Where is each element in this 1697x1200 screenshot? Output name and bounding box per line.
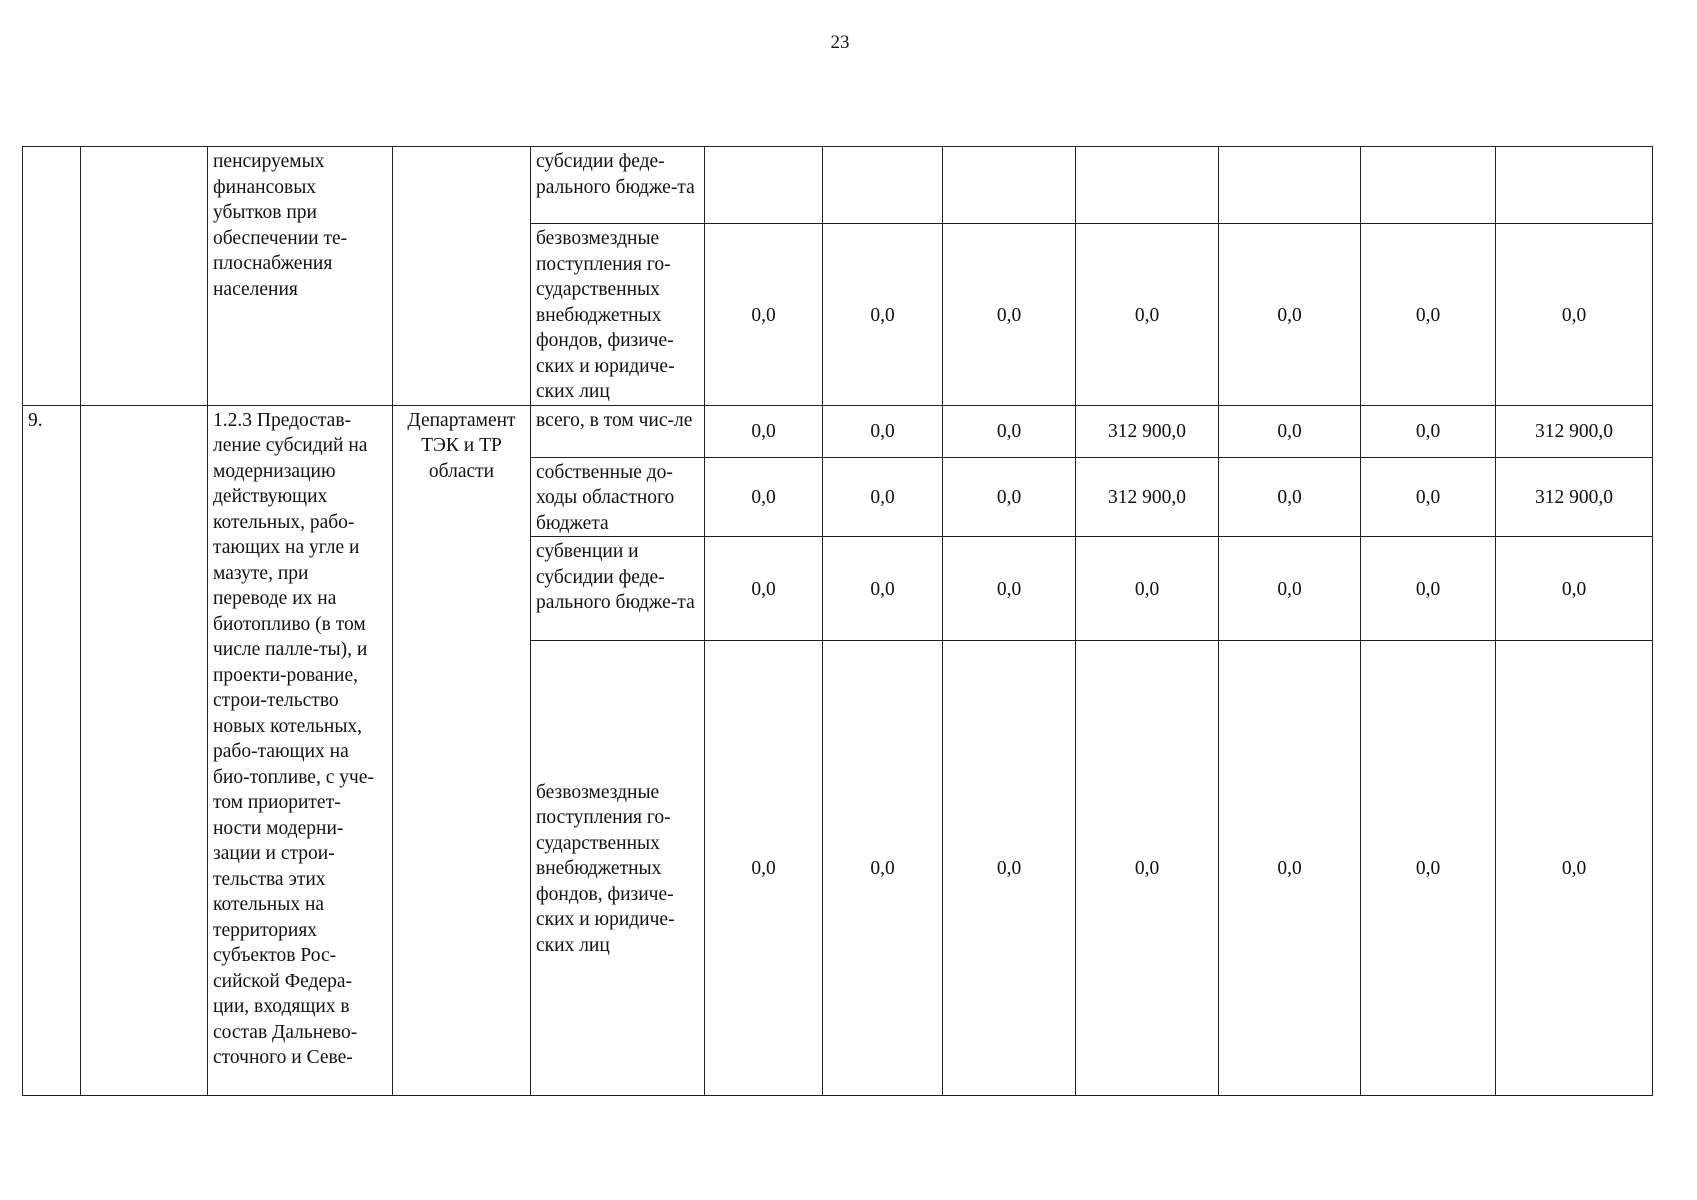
row-number-cell	[23, 147, 81, 406]
executor-cell: Департамент ТЭК и ТР области	[393, 405, 531, 1096]
value-cell: 0,0	[1219, 405, 1361, 457]
value-cell: 0,0	[1076, 224, 1219, 406]
funding-source: субсидии феде-рального бюдже-та	[531, 147, 705, 224]
value-cell	[1496, 147, 1653, 224]
value-cell	[1076, 147, 1219, 224]
value-cell	[1361, 147, 1496, 224]
page-number: 23	[830, 32, 850, 53]
funding-source: субвенции и субсидии феде-рального бюдже-та	[531, 537, 705, 641]
value-cell: 312 900,0	[1496, 457, 1653, 537]
value-cell: 0,0	[1361, 224, 1496, 406]
value-cell: 0,0	[1219, 457, 1361, 537]
budget-table	[22, 146, 1653, 1096]
value-cell: 0,0	[823, 537, 943, 641]
value-cell: 0,0	[823, 641, 943, 1096]
executor-cell	[393, 147, 531, 406]
value-cell: 0,0	[1219, 537, 1361, 641]
value-cell: 0,0	[705, 224, 823, 406]
funding-source: всего, в том чис-ле	[531, 405, 705, 457]
value-cell: 0,0	[823, 457, 943, 537]
row-number-cell: 9.	[23, 405, 81, 1096]
value-cell: 0,0	[1219, 641, 1361, 1096]
value-cell: 0,0	[705, 405, 823, 457]
value-cell: 0,0	[705, 457, 823, 537]
code-cell	[81, 147, 208, 406]
value-cell: 0,0	[1076, 537, 1219, 641]
funding-source: собственные до-ходы областного бюджета	[531, 457, 705, 537]
value-cell: 0,0	[1361, 457, 1496, 537]
activity-cell: 1.2.3 Предостав-ление субсидий на модернизацию действующих котельных, рабо-тающих на угле и мазуте, при переводе их на биотопливо (в том числе палле-ты), и проекти-рование, строи-тельство новых котельных, рабо-тающих на био-топливе, с уче-том приоритет-ности модерни-зации и строи-тельства этих котельных на территориях субъектов Рос-сийской Федера-ции, входящих в состав Дальнево-сточного и Севе-	[208, 405, 393, 1096]
value-cell: 0,0	[943, 405, 1076, 457]
table-row	[23, 405, 1653, 457]
value-cell: 0,0	[1361, 405, 1496, 457]
value-cell: 0,0	[1496, 537, 1653, 641]
value-cell	[705, 147, 823, 224]
value-cell: 0,0	[943, 537, 1076, 641]
funding-source: безвозмездные поступления го-сударственных внебюджетных фондов, физиче-ских и юридиче-ских лиц	[531, 641, 705, 1096]
value-cell: 0,0	[1496, 641, 1653, 1096]
value-cell: 0,0	[1361, 537, 1496, 641]
value-cell: 0,0	[1219, 224, 1361, 406]
table-row	[23, 147, 1653, 224]
value-cell	[1219, 147, 1361, 224]
value-cell: 0,0	[1076, 641, 1219, 1096]
value-cell: 0,0	[823, 405, 943, 457]
value-cell: 312 900,0	[1076, 457, 1219, 537]
value-cell: 0,0	[943, 224, 1076, 406]
value-cell: 0,0	[943, 457, 1076, 537]
activity-cell: пенсируемых финансовых убытков при обеспечении те-плоснабжения населения	[208, 147, 393, 406]
value-cell: 0,0	[943, 641, 1076, 1096]
value-cell: 0,0	[1496, 224, 1653, 406]
value-cell	[823, 147, 943, 224]
value-cell: 312 900,0	[1076, 405, 1219, 457]
code-cell	[81, 405, 208, 1096]
funding-source: безвозмездные поступления го-сударственных внебюджетных фондов, физиче-ских и юридиче-ских лиц	[531, 224, 705, 406]
value-cell: 0,0	[705, 641, 823, 1096]
value-cell: 0,0	[823, 224, 943, 406]
value-cell: 0,0	[705, 537, 823, 641]
value-cell: 0,0	[1361, 641, 1496, 1096]
value-cell: 312 900,0	[1496, 405, 1653, 457]
value-cell	[943, 147, 1076, 224]
